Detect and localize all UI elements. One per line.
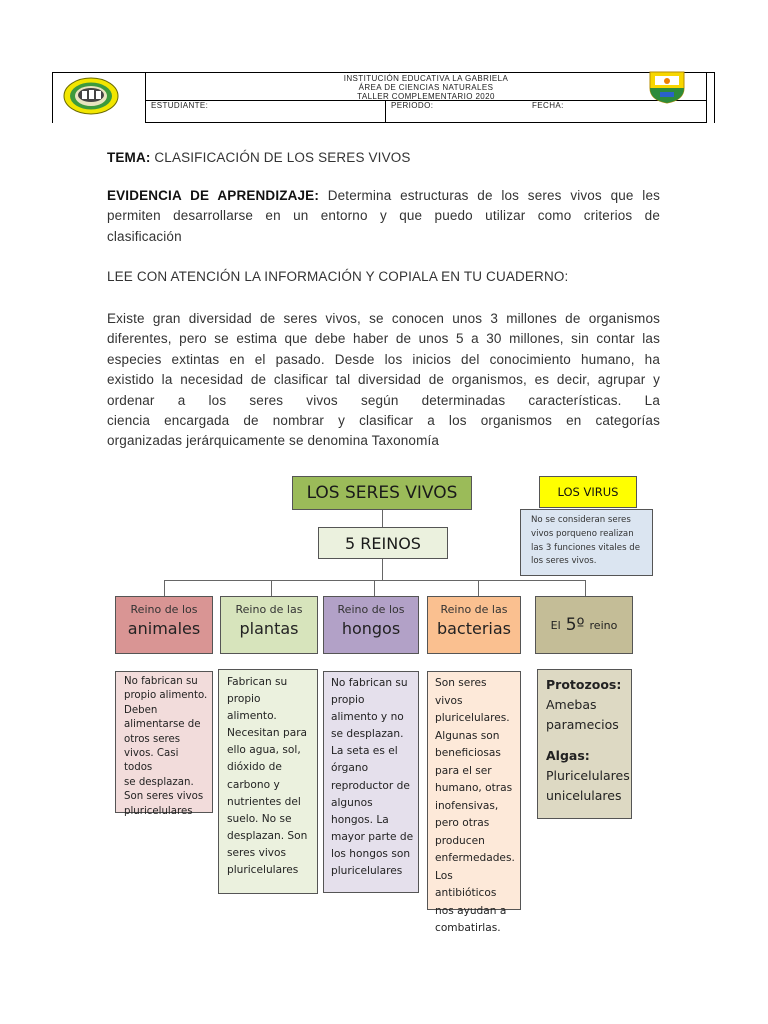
desc-line: paramecios	[546, 717, 619, 732]
evidence-label: EVIDENCIA DE APRENDIZAJE:	[107, 188, 319, 203]
paragraph-line: existido la necesidad de clasificar tal diversidad de organismos, es decir, agrupar y	[107, 372, 660, 388]
desc-line: Amebas	[546, 697, 597, 712]
desc-line: los hongos son	[331, 847, 411, 860]
desc-hongos	[323, 671, 419, 893]
kingdom-number: 5º	[565, 615, 585, 635]
desc-line: pluricelulares	[227, 864, 299, 877]
kingdom-bacterias	[427, 596, 521, 654]
paragraph-line: organizadas jerárquicamente se denomina Taxonomía	[107, 433, 440, 449]
date-field	[527, 101, 702, 123]
desc-line: enfermedades.	[435, 852, 515, 864]
kingdom-prefix: Reino de los	[337, 603, 405, 616]
date-label: FECHA:	[532, 101, 564, 110]
five-kingdoms-box: 5 REINOS	[318, 527, 448, 559]
desc-line: combatirlas.	[435, 922, 501, 934]
institution-name: INSTITUCIÓN EDUCATIVA LA GABRIELA	[343, 74, 509, 83]
desc-bacterias	[427, 671, 521, 934]
desc-line: Necesitan para	[227, 727, 308, 740]
desc-line: nutrientes del	[227, 795, 301, 808]
connector-title-reinos	[382, 510, 383, 527]
desc-line: propio	[227, 693, 261, 706]
header-fields-row	[146, 100, 706, 123]
desc-line: seres vivos	[227, 846, 287, 859]
evidence-line-2: permiten desarrollarse en un entorno y que puedo utilizar como criterios de	[107, 208, 660, 224]
paragraph-line: diferentes, pero se estima que debe haber de unos 5 a 30 millones, sin contar las	[107, 331, 660, 347]
desc-line: mayor parte de	[331, 830, 414, 843]
topic-line	[107, 148, 667, 168]
workshop-name: TALLER COMPLEMENTARIO 2020	[357, 92, 495, 101]
topic-label: TEMA:	[107, 150, 151, 165]
paragraph-line: Existe gran diversidad de seres vivos, se conocen unos 3 millones de organismos	[107, 311, 660, 326]
desc-line: dióxido de	[227, 761, 282, 774]
protozoa-heading: Protozoos:	[546, 677, 622, 692]
header-right-border	[714, 72, 715, 123]
connector-drop	[374, 580, 375, 596]
evidence-line-3: clasificación	[107, 228, 182, 244]
desc-line: Algunas son	[435, 729, 500, 742]
desc-line: reproductor de	[331, 779, 410, 792]
flag-shield-logo	[646, 70, 688, 104]
virus-box: LOS VIRUS	[539, 476, 637, 508]
kingdom-name: bacterias	[436, 619, 512, 638]
desc-line: Son seres vivos	[124, 791, 204, 803]
topic-text: CLASIFICACIÓN DE LOS SERES VIVOS	[154, 150, 411, 165]
virus-note-line: las 3 funciones vitales de	[531, 542, 641, 553]
desc-line: alimentarse de	[124, 719, 201, 731]
virus-note-box	[520, 509, 653, 576]
desc-line: pluricelulares	[124, 805, 193, 817]
desc-line: desplazan. Son	[227, 829, 308, 842]
desc-line: carbono y	[227, 778, 280, 791]
header-left-border	[52, 72, 53, 123]
area-name: ÁREA DE CIENCIAS NATURALES	[358, 83, 494, 92]
connector-drop	[585, 580, 586, 596]
desc-line: pluricelulares	[331, 865, 403, 878]
desc-line: No fabrican su	[331, 677, 408, 689]
desc-line: para el ser	[435, 764, 492, 777]
desc-line: La seta es el	[331, 745, 398, 758]
paragraph-line: ordenar a los seres vivos según determinadas características. La	[107, 392, 660, 408]
desc-line: Los antibióticos	[435, 869, 497, 899]
desc-line: alimento y no	[331, 711, 404, 724]
desc-line: pero otras	[435, 817, 490, 829]
kingdom-name: hongos	[341, 619, 401, 638]
desc-line: suelo. No se	[227, 812, 292, 825]
kingdom-prefix: Reino de las	[440, 603, 508, 616]
evidence-text-1: Determina estructuras de los seres vivos que les	[327, 188, 660, 203]
intro-paragraph	[107, 309, 660, 452]
desc-line: Fabrican su	[227, 676, 288, 688]
desc-line: hongos. La	[331, 813, 389, 826]
header-titles	[146, 74, 706, 101]
desc-line: otros seres	[124, 733, 181, 745]
kingdom-prefix: El	[550, 618, 561, 632]
student-field	[146, 101, 385, 123]
kingdom-name: plantas	[239, 619, 299, 638]
period-field	[386, 101, 531, 123]
connector-drop	[164, 580, 165, 596]
paragraph-line: ciencia encargada de nombrar y clasificar a los organismos en categorías	[107, 413, 660, 429]
desc-quinto	[537, 669, 632, 819]
connector-horizontal-bar	[164, 580, 586, 581]
title-box: LOS SERES VIVOS	[292, 476, 472, 510]
desc-line: nos ayudan a	[435, 904, 507, 917]
kingdom-name: animales	[127, 619, 201, 638]
desc-line: ello agua, sol,	[227, 744, 301, 757]
desc-line: se desplazan.	[331, 728, 404, 741]
instruction-line: LEE CON ATENCIÓN LA INFORMACIÓN Y COPIALA EN TU CUADERNO:	[107, 269, 569, 284]
student-label: ESTUDIANTE:	[151, 101, 209, 110]
evidence-line-1	[107, 186, 660, 206]
desc-line: humano, otras	[435, 782, 513, 794]
kingdom-prefix: Reino de los	[130, 603, 198, 616]
desc-line: propio	[331, 694, 365, 707]
paragraph-line: especies extintas en el pasado. Desde los inicios del conocimiento humano, ha	[107, 351, 660, 367]
algae-heading: Algas:	[546, 748, 590, 763]
connector-drop	[271, 580, 272, 596]
virus-note-line: vivos porqueno realizan	[531, 528, 634, 539]
desc-line: unicelulares	[546, 788, 622, 803]
desc-line: órgano	[331, 762, 369, 775]
kingdom-prefix: Reino de las	[235, 603, 303, 616]
header-info-table	[145, 72, 707, 123]
desc-line: Deben	[124, 704, 158, 716]
desc-line: propio alimento.	[124, 690, 208, 702]
desc-line: Pluricelulares	[546, 768, 630, 783]
desc-line: beneficiosas	[435, 747, 501, 759]
connector-reinos-bar	[382, 559, 383, 581]
kingdom-suffix: reino	[589, 618, 618, 632]
kingdom-plantas	[220, 596, 318, 654]
desc-plantas	[218, 669, 318, 894]
virus-note-line: los seres vivos.	[531, 556, 597, 567]
desc-line: producen	[435, 834, 485, 847]
desc-line: vivos. Casi todos	[124, 748, 179, 774]
virus-note-line: No se consideran seres	[531, 515, 631, 525]
kingdom-animales	[115, 596, 213, 654]
kingdom-quinto	[535, 596, 633, 654]
desc-line: se desplazan.	[124, 776, 194, 788]
school-seal-logo	[63, 77, 119, 115]
desc-line: No fabrican su	[124, 676, 198, 687]
desc-animales	[115, 671, 213, 817]
connector-drop	[478, 580, 479, 596]
learning-evidence	[107, 186, 660, 247]
desc-line: alimento.	[227, 710, 277, 723]
period-label: PERIODO:	[391, 101, 434, 110]
desc-line: pluricelulares.	[435, 712, 510, 724]
desc-line: Son seres vivos	[435, 677, 487, 707]
kingdom-hongos	[323, 596, 419, 654]
desc-line: algunos	[331, 796, 373, 809]
desc-line: inofensivas,	[435, 799, 499, 812]
